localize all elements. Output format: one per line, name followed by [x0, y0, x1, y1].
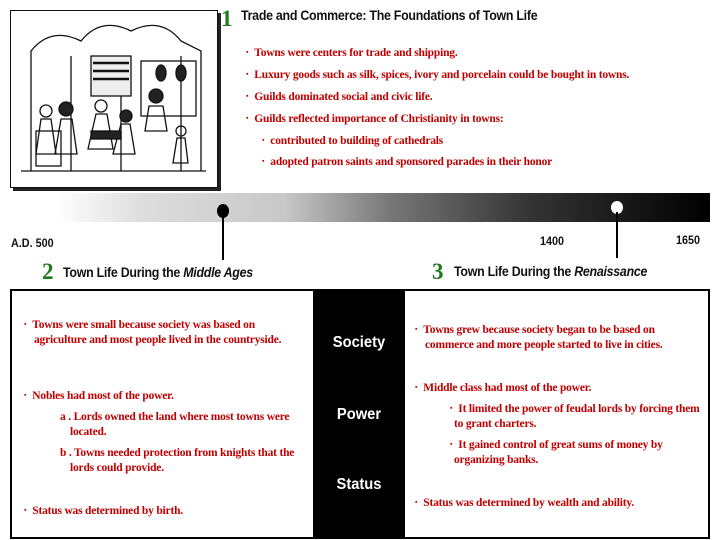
section-1-bullet: ▪ Luxury goods such as silk, spices, ivory and porcelain could be bought in towns.	[246, 67, 629, 83]
section-1-sub-bullet: ▪ adopted patron saints and sponsored parades in their honor	[262, 154, 552, 170]
renaissance-status: ▪ Status was determined by wealth and ability.	[415, 495, 634, 511]
timeline-bar	[0, 193, 710, 222]
middle-ages-society: ▪ Towns were small because society was based on agriculture and most people lived in the countryside.	[24, 317, 294, 348]
medieval-market-illustration	[10, 10, 218, 188]
section-3-title	[454, 264, 647, 279]
title-emphasis: Middle Ages	[183, 265, 253, 280]
middle-ages-power-a: a . Lords owned the land where most towns were located.	[60, 411, 290, 438]
section-1-title: Trade and Commerce: The Foundations of Town Life	[241, 8, 538, 23]
renaissance-power-a: ▪ It limited the power of feudal lords by forcing them to grant charters.	[450, 401, 700, 432]
renaissance-panel	[405, 291, 708, 537]
middle-ages-panel	[12, 291, 313, 537]
section-2-number: 2	[42, 259, 54, 284]
section-1-number: 1	[221, 6, 233, 31]
category-power: Power	[336, 406, 382, 423]
middle-ages-status: ▪ Status was determined by birth.	[24, 503, 183, 519]
timeline-1400-label: 1400	[540, 234, 565, 248]
title-text: Town Life During the	[63, 265, 184, 280]
section-2-title	[63, 265, 253, 280]
category-status: Status	[336, 476, 382, 493]
renaissance-pointer-line	[616, 212, 618, 258]
section-1-bullet: ▪ Guilds dominated social and civic life.	[246, 89, 432, 105]
category-society: Society	[332, 334, 386, 351]
renaissance-society: ▪ Towns grew because society began to be based on commerce and more people started to live in cities.	[415, 322, 700, 353]
middle-ages-power-b: b . Towns needed protection from knights that the lords could provide.	[60, 447, 295, 474]
section-1-bullet: ▪ Guilds reflected importance of Christianity in towns:	[246, 111, 504, 127]
section-1-sub-bullet: ▪ contributed to building of cathedrals	[262, 133, 443, 149]
timeline-end-label: 1650	[676, 233, 701, 247]
middle-ages-power: ▪ Nobles had most of the power.	[24, 388, 174, 404]
timeline-start-label: A.D. 500	[11, 236, 54, 250]
title-text: Town Life During the	[454, 264, 575, 279]
renaissance-power: ▪ Middle class had most of the power.	[415, 380, 591, 396]
middle-ages-pointer-line	[222, 212, 224, 260]
title-emphasis: Renaissance	[574, 264, 648, 279]
section-1-bullet: ▪ Towns were centers for trade and shipping.	[246, 45, 458, 61]
section-3-number: 3	[432, 259, 444, 284]
renaissance-power-b: ▪ It gained control of great sums of money by organizing banks.	[450, 437, 700, 468]
